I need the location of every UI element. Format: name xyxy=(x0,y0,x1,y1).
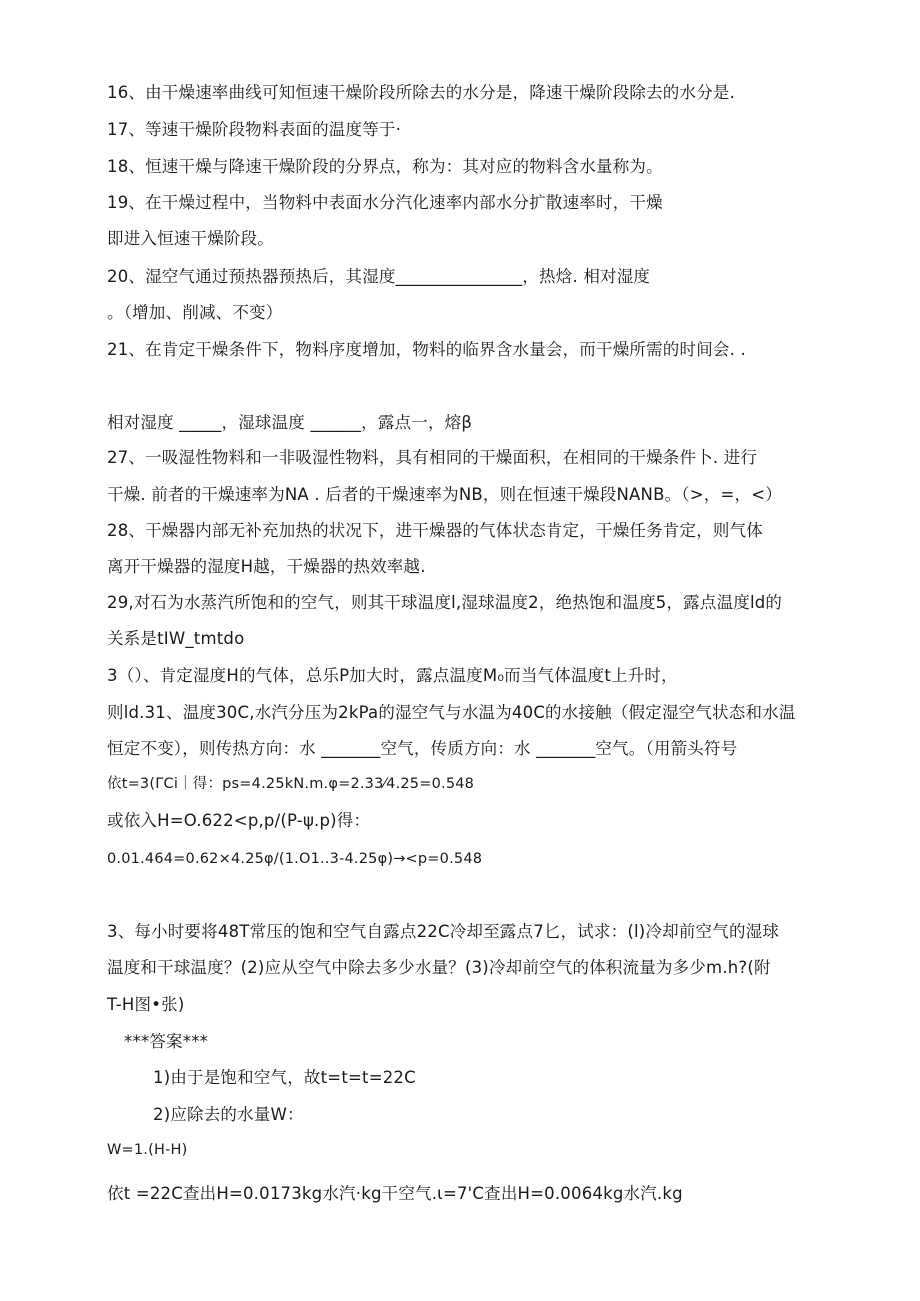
question-17: 17、等速干燥阶段物料表面的温度等于· xyxy=(107,120,402,139)
problem-3-cont: 温度和干球温度？(2)应从空气中除去多少水量？(3)冷却前空气的体积流量为多少m.h?(附 xyxy=(107,958,771,977)
answer-heading: ***答案*** xyxy=(124,1032,209,1051)
calc-line-1: 依t=3(ΓCi｜得：ps=4.25kN.m.φ=2.33⁄4.25=0.548 xyxy=(107,776,475,792)
question-20-options: 。（增加、削减、不变） xyxy=(107,303,283,322)
question-28-cont: 离开干燥器的湿度H越，干燥器的热效率越. xyxy=(107,557,426,576)
question-18: 18、恒速干燥与降速干燥阶段的分界点，称为：其对应的物料含水量称为。 xyxy=(107,157,663,176)
problem-3-end: T-H图•张) xyxy=(107,995,185,1014)
question-16: 16、由干燥速率曲线可知恒速干燥阶段所除去的水分是，降速干燥阶段除去的水分是. xyxy=(107,83,736,102)
answer-step-1: 1)由于是饱和空气，故t=t=t=22C xyxy=(153,1068,416,1087)
humidity-line: 相对湿度 _____，湿球温度 ______，露点一，熔β xyxy=(107,413,473,432)
question-31-cont: 恒定不变），则传热方向：水 _______空气，传质方向：水 _______空气。（用箭头符号 xyxy=(107,739,738,758)
lookup-line: 依t =22C查出H=0.0173kg水汽·kg干空气.ι=7'C查出H=0.0064kg水汽.kg xyxy=(107,1184,683,1203)
question-21: 21、在肯定干燥条件下，物料序度增加，物料的临界含水量会，而干燥所需的时间会. . xyxy=(107,340,746,359)
question-19-cont: 即进入恒速干燥阶段。 xyxy=(107,229,274,248)
question-28: 28、干燥器内部无补充加热的状况下，进干燥器的气体状态肯定，干燥任务肯定，则气体 xyxy=(107,521,763,540)
calc-line-3: 0.01.464=0.62×4.25φ/(1.O1..3-4.25φ)→<p=0.548 xyxy=(107,851,483,867)
problem-3: 3、每小时要将48T常压的饱和空气自露点22C冷却至露点7匕，试求：(l)冷却前空气的湿球 xyxy=(107,922,780,941)
question-31: 则ld.31、温度30C,水汽分压为2kPa的湿空气与水温为40C的水接触（假定湿空气状态和水温 xyxy=(107,703,796,722)
answer-step-2: 2)应除去的水量W： xyxy=(153,1105,304,1124)
question-30: 3（）、肯定湿度H的气体，总乐P加大时，露点温度M₀而当气体温度t上升时， xyxy=(107,666,678,685)
question-20: 20、湿空气通过预热器预热后，其湿度_______________，热焓. 相对湿度 xyxy=(107,267,651,286)
question-27-cont: 干燥. 前者的干燥速率为NA . 后者的干燥速率为NB，则在恒速干燥段NANB。（>，=，<） xyxy=(107,485,782,504)
formula-w: W=1.(H-H) xyxy=(107,1142,188,1158)
question-27: 27、一吸湿性物料和一非吸湿性物料，具有相同的干燥面积，在相同的干燥条件卜. 进行 xyxy=(107,448,758,467)
question-29-cont: 关系是tIW_tmtdo xyxy=(107,629,245,648)
calc-line-2: 或依入H=O.622<p,p/(P-ψ.p)得： xyxy=(107,811,371,830)
question-29: 29,对石为水蒸汽所饱和的空气，则其干球温度l,湿球温度2，绝热饱和温度5，露点温度ld的 xyxy=(107,593,783,612)
question-19: 19、在干燥过程中，当物料中表面水分汽化速率内部水分扩散速率时，干燥 xyxy=(107,193,663,212)
